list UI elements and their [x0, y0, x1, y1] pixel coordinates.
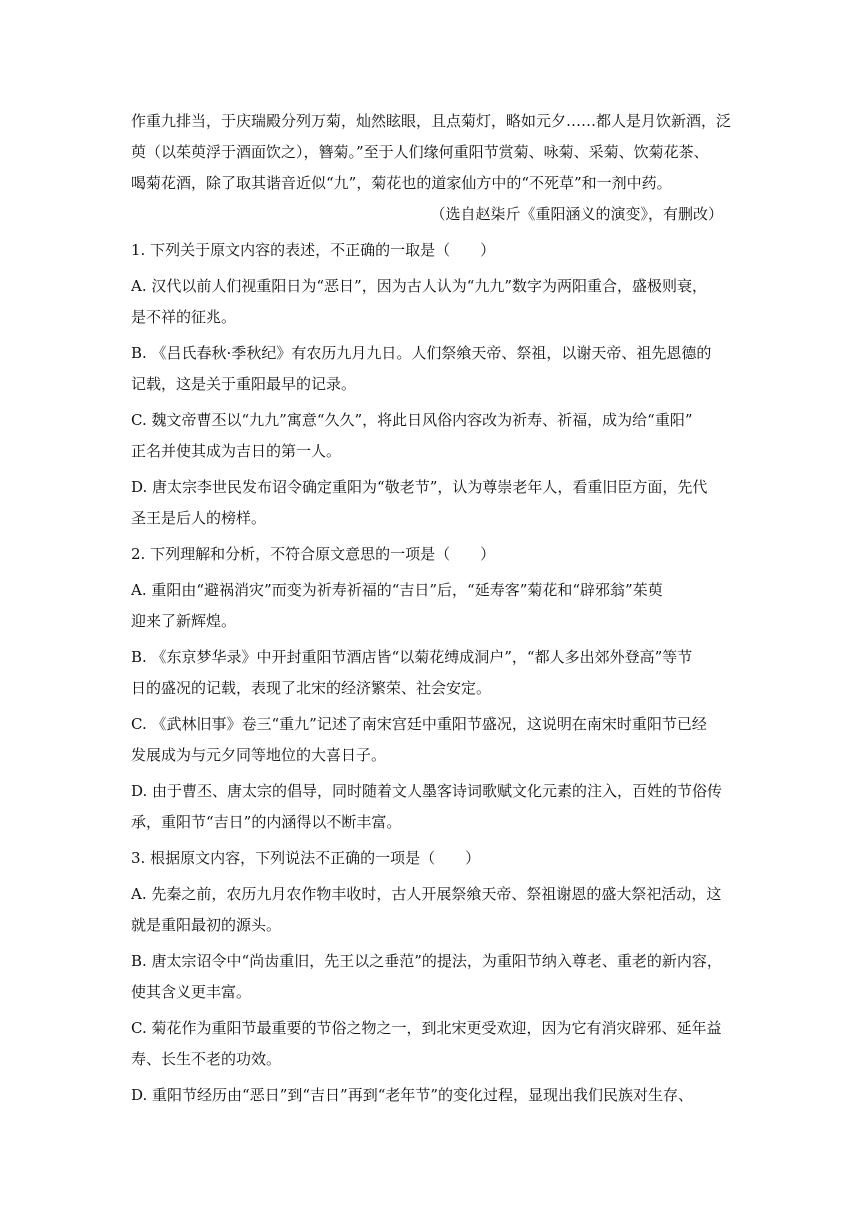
option-line: D. 唐太宗李世民发布诏令确定重阳为“敬老节”，认为尊崇老年人，看重旧臣方面，先代: [131, 478, 708, 496]
option-line: 是不祥的征兆。: [131, 308, 237, 326]
option-b: [131, 642, 731, 704]
option-d: [131, 776, 731, 838]
option-line: 使其含义更丰富。: [131, 983, 252, 1001]
option-a: [131, 575, 731, 637]
option-line: C. 《武林旧事》卷三“重九”记述了南宋宫廷中重阳节盛况，这说明在南宋时重阳节已经: [131, 715, 707, 733]
option-d: [131, 1080, 731, 1111]
option-line: D. 由于曹丕、唐太宗的倡导，同时随着文人墨客诗词歌赋文化元素的注入，百姓的节俗传: [131, 782, 723, 800]
option-c: [131, 405, 731, 467]
question-stem: 2. 下列理解和分析，不符合原文意思的一项是（ ）: [131, 545, 496, 563]
passage-line: 作重九排当，于庆瑞殿分列万菊，灿然眩眼，且点菊灯，略如元夕……都人是月饮新酒，泛: [131, 112, 731, 130]
option-line: C. 魏文帝曹丕以“九九”寓意“久久”，将此日风俗内容改为祈寿、祈福，成为给“重阳”: [131, 411, 693, 429]
option-line: C. 菊花作为重阳节最重要的节俗之物之一，到北宋更受欢迎，因为它有消灾辟邪、延年益: [131, 1019, 722, 1037]
option-b: [131, 338, 731, 400]
option-line: A. 重阳由“避祸消灾”而变为祈寿祈福的“吉日”后，“延寿客”菊花和“辟邪翁”茱萸: [131, 581, 663, 599]
option-line: A. 先秦之前，农历九月农作物丰收时，古人开展祭飨天帝、祭祖谢恩的盛大祭祀活动，这: [131, 885, 722, 903]
option-line: 迎来了新辉煌。: [131, 612, 237, 630]
option-line: 发展成为与元夕同等地位的大喜日子。: [131, 746, 387, 764]
option-line: 就是重阳最初的源头。: [131, 916, 282, 934]
option-line: 记载，这是关于重阳最早的记录。: [131, 375, 357, 393]
question-2: [131, 539, 731, 838]
option-b: [131, 946, 731, 1008]
question-stem: 1. 下列关于原文内容的表述，不正确的一取是（ ）: [131, 241, 496, 259]
option-c: [131, 1013, 731, 1075]
document-content: [131, 106, 731, 1111]
passage-excerpt: [131, 106, 731, 230]
option-line: 日的盛况的记载，表现了北宋的经济繁荣、社会安定。: [131, 679, 492, 697]
question-stem: 3. 根据原文内容，下列说法不正确的一项是（ ）: [131, 849, 481, 867]
option-line: B. 《东京梦华录》中开封重阳节酒店皆“以菊花缚成洞户”，“都人多出郊外登高”等节: [131, 648, 693, 666]
option-line: A. 汉代以前人们视重阳日为“恶日”，因为古人认为“九九”数字为两阳重合，盛极则衰，: [131, 277, 708, 295]
option-line: D. 重阳节经历由“恶日”到“吉日”再到“老年节”的变化过程，显现出我们民族对生存、: [131, 1086, 694, 1104]
passage-source: （选自赵柒斤《重阳涵义的演变》，有删改）: [430, 205, 723, 223]
option-line: 承，重阳节“吉日”的内涵得以不断丰富。: [131, 813, 402, 831]
option-d: [131, 472, 731, 534]
option-line: 圣王是后人的榜样。: [131, 509, 267, 527]
option-line: 正名并使其成为吉日的第一人。: [131, 442, 342, 460]
option-line: 寿、长生不老的功效。: [131, 1050, 282, 1068]
question-1: [131, 235, 731, 534]
option-line: B. 《吕氏春秋·季秋纪》有农历九月九日。人们祭飨天帝、祭祖，以谢天帝、祖先恩德的: [131, 344, 712, 362]
passage-line: 喝菊花酒，除了取其谐音近似“九”，菊花也的道家仙方中的“不死草”和一剂中药。: [131, 174, 672, 192]
option-a: [131, 271, 731, 333]
question-3: [131, 843, 731, 1111]
option-a: [131, 879, 731, 941]
option-line: B. 唐太宗诏令中“尚齿重旧，先王以之垂范”的提法，为重阳节纳入尊老、重老的新内容，: [131, 952, 722, 970]
option-c: [131, 709, 731, 771]
passage-line: 萸（以茱萸浮于酒面饮之），簪菊。”至于人们缘何重阳节赏菊、咏菊、采菊、饮菊花茶、: [131, 143, 709, 161]
